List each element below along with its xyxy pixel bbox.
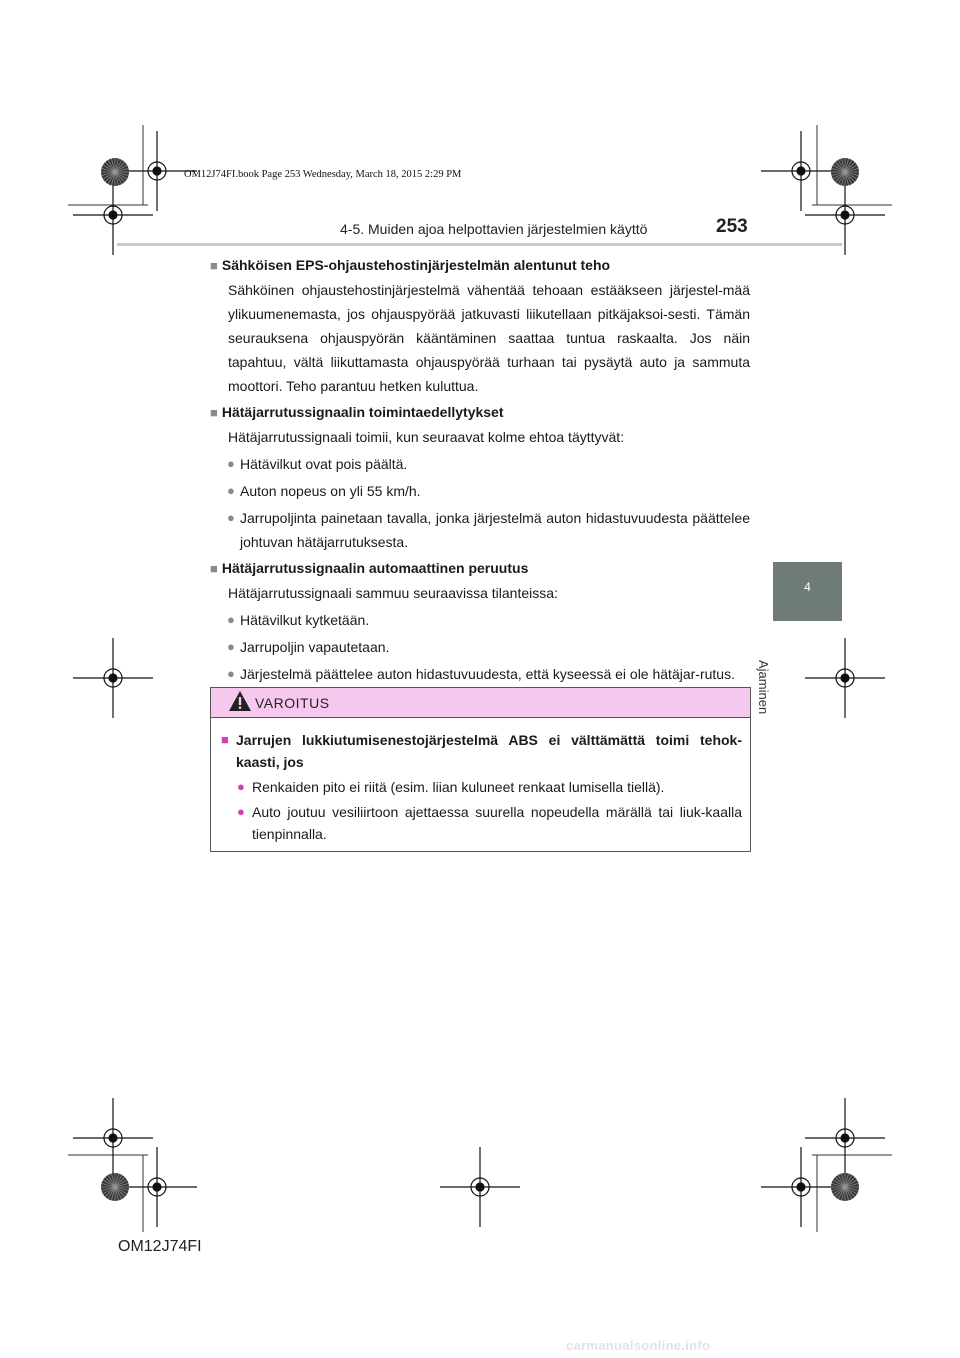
circle-bullet-icon: ● [227, 483, 235, 498]
square-bullet-icon: ■ [210, 258, 218, 273]
warning-title: VAROITUS [255, 695, 330, 711]
warning-heading [221, 729, 742, 773]
footer-code: OM12J74FI [118, 1238, 202, 1255]
radial-print-mark-icon [101, 1173, 129, 1201]
list-item [228, 506, 750, 554]
warning-list-item [237, 801, 742, 845]
chapter-number: 4 [804, 580, 811, 594]
list-item-text: Auton nopeus on yli 55 km/h. [240, 483, 421, 499]
circle-bullet-icon: ● [237, 779, 245, 794]
list-item-text: Jarrupoljinta painetaan tavalla, jonka järjestelmä auton hidastuvuudesta päättelee johtuvan hätäjarrutuksesta. [240, 510, 750, 550]
section-paragraph: Hätäjarrutussignaali sammuu seuraavissa tilanteissa: [228, 585, 558, 601]
circle-bullet-icon: ● [227, 612, 235, 627]
warning-list-item-text: Renkaiden pito ei riitä (esim. liian kuluneet renkaat lumisella tiellä). [252, 779, 665, 795]
book-info: OM12J74FI.book Page 253 Wednesday, March 18, 2015 2:29 PM [184, 169, 462, 180]
registration-mark-icon [440, 1147, 520, 1227]
list-item [228, 608, 750, 632]
warning-box [210, 687, 751, 852]
section-heading [210, 253, 750, 278]
list-item-text: Jarrupoljin vapautetaan. [240, 639, 390, 655]
registration-mark-icon [761, 1147, 841, 1227]
page-number: 253 [716, 216, 748, 237]
section-paragraph: Sähköinen ohjaustehostinjärjestelmä vähentää tehoaan estääkseen järjestel-mää ylikuumenemasta, jos ohjauspyörää jatkuvasti liikutellaan pitkäjaksoi-sesti. Tämän seurauksena ohjauspyörän kääntäminen saattaa tuntua raskaalta. Jos näin tapahtuu, vältä liikuttamasta ohjauspyörää turhaan tai pysäytä auto ja sammuta moottori. Teho parantuu hetken kuluttua. [228, 282, 750, 394]
list-item [228, 452, 750, 476]
registration-mark-icon [73, 1098, 153, 1178]
chapter-label-text: Ajaminen [756, 660, 771, 715]
warning-triangle-icon [228, 690, 252, 712]
section-heading-text: Hätäjarrutussignaalin automaattinen peruutus [221, 560, 529, 576]
section-heading [210, 400, 750, 425]
square-bullet-icon: ■ [210, 561, 218, 576]
circle-bullet-icon: ● [227, 510, 235, 525]
registration-mark-icon [73, 638, 153, 718]
section-heading [210, 556, 750, 581]
watermark: carmanualsonline.info [566, 1338, 711, 1353]
chapter-tab[interactable] [773, 562, 842, 621]
list-item-text: Hätävilkut kytketään. [240, 612, 370, 628]
warning-body [211, 718, 750, 845]
section-paragraph: Hätäjarrutussignaali toimii, kun seuraavat kolme ehtoa täyttyvät: [228, 429, 625, 445]
warning-heading-text: Jarrujen lukkiutumisenestojärjestelmä ABS ei välttämättä toimi tehok-kaasti, jos [236, 732, 742, 770]
registration-mark-icon [805, 638, 885, 718]
circle-bullet-icon: ● [227, 456, 235, 471]
radial-print-mark-icon [101, 158, 129, 186]
section-heading-text: Sähköisen EPS-ohjaustehostinjärjestelmän alentunut teho [221, 257, 611, 273]
chapter-label [756, 660, 771, 715]
radial-print-mark-icon [831, 1173, 859, 1201]
warning-list-item [237, 776, 742, 798]
warning-list-item-text: Auto joutuu vesiliirtoon ajettaessa suurella nopeudella märällä tai liuk-kaalla tienpinnalla. [252, 804, 742, 842]
square-bullet-icon: ■ [221, 732, 229, 747]
list-item-text: Hätävilkut ovat pois päältä. [240, 456, 408, 472]
radial-print-mark-icon [831, 158, 859, 186]
section-heading-text: Hätäjarrutussignaalin toimintaedellytykset [221, 404, 504, 420]
section-title: 4-5. Muiden ajoa helpottavien järjestelmien käyttö [340, 221, 648, 237]
list-item [228, 479, 750, 503]
circle-bullet-icon: ● [227, 639, 235, 654]
list-item [228, 662, 750, 686]
list-item [228, 635, 750, 659]
header-rule [117, 243, 842, 246]
circle-bullet-icon: ● [237, 804, 245, 819]
circle-bullet-icon: ● [227, 666, 235, 681]
list-item-text: Järjestelmä päättelee auton hidastuvuudesta, että kyseessä ei ole hätäjar-rutus. [240, 666, 735, 682]
registration-mark-icon [761, 131, 841, 211]
main-content [210, 253, 750, 686]
square-bullet-icon: ■ [210, 405, 218, 420]
warning-header [211, 688, 750, 718]
